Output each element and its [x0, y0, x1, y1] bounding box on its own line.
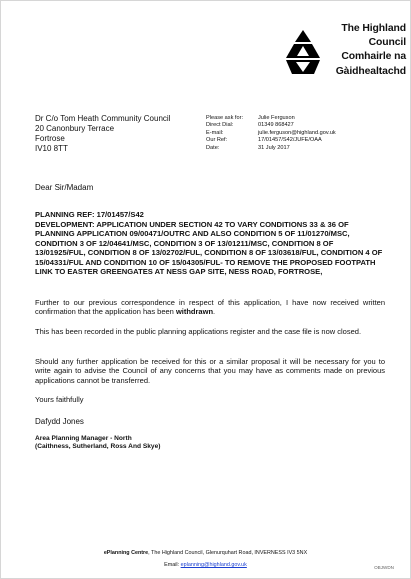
body-paragraph-1 [35, 298, 385, 317]
meta-label: E-mail: [206, 129, 224, 136]
highland-council-logo [284, 22, 406, 96]
logo-line-4: Gàidhealtachd [335, 65, 406, 77]
signatory-title [35, 435, 160, 452]
meta-value: Julie Ferguson [258, 115, 295, 121]
meta-label: Date: [206, 144, 220, 151]
footer-address: , The Highland Council, Glenurquhart Road, INVERNESS IV3 5NX [148, 550, 308, 556]
meta-value: 01349 868427 [258, 122, 294, 129]
body-paragraph-2: This has been recorded in the public planning applications register and the case file is now closed. [35, 327, 362, 336]
meta-row [206, 145, 336, 152]
footer-org: ePlanning Centre [103, 550, 149, 556]
meta-label: Direct Dial: [206, 122, 234, 129]
recipient-address [35, 114, 170, 154]
meta-value: 31 July 2017 [258, 144, 290, 151]
logo-line-2: Council [368, 37, 406, 49]
meta-row [206, 137, 336, 144]
salutation: Dear Sir/Madam [35, 183, 94, 192]
withdrawn-emphasis: withdrawn [175, 307, 214, 317]
meta-email[interactable]: julie.ferguson@highland.gov.uk [258, 129, 336, 136]
signatory-role: Area Planning Manager - North [35, 435, 132, 442]
address-line: IV10 8TT [35, 144, 68, 153]
footer-email-label: Email: [164, 562, 181, 568]
meta-row [206, 130, 336, 137]
planning-reference [35, 210, 385, 277]
footer-email-link[interactable]: eplanning@highland.gov.uk [180, 562, 247, 568]
paragraph-end: . [213, 307, 216, 317]
footer-address-line [1, 547, 410, 559]
logo-line-1: The Highland [341, 23, 406, 34]
logo-mark-icon [284, 28, 322, 76]
meta-label: Please ask for: [206, 115, 243, 121]
development-description: DEVELOPMENT: APPLICATION UNDER SECTION 42 TO VARY CONDITIONS 33 & 36 OF PLANNING APPLICATION 09/00471/OUTRC AND ALSO CONDITION 5 OF 11/01270/MSC, CONDITION 3 OF 12/04641/MSC, CONDITION 3 OF 13/01211/MSC, CONDITION 8 OF 13/01925/FUL, CONDITION 8 OF 13/02702/FUL, CONDITION 8 OF 13/03618/FUL, CONDITION 4 OF 15/04331/FUL AND CONDITION 10 OF 15/04305/FUL- TO REMOVE THE PROPOSED FOOTPATH LINK TO EASTER GREENGATES AT NESS GAP SITE, NESS ROAD, FORTROSE, [35, 219, 383, 276]
planning-ref-line: PLANNING REF: 17/01457/S42 [35, 210, 144, 219]
closing: Yours faithfully [35, 395, 84, 404]
meta-row [206, 122, 336, 129]
address-line: 20 Canonbury Terrace [35, 124, 115, 133]
letter-footer [1, 547, 410, 571]
meta-row [206, 115, 336, 122]
meta-value: 17/01457/S42/JUFE/OAA [258, 137, 322, 144]
letter-meta [206, 115, 336, 152]
footer-email-line [1, 559, 410, 571]
address-line: Fortrose [35, 134, 65, 143]
meta-label: Our Ref: [206, 137, 228, 144]
signatory-name: Dafydd Jones [35, 417, 84, 426]
address-line: Dr C/o Tom Heath Community Council [35, 114, 171, 123]
paragraph-text: Further to our previous correspondence in respect of this application, I have now received written confirmation that the application has been [35, 298, 385, 317]
logo-wordmark [320, 22, 406, 79]
logo-line-3: Comhairle na [341, 51, 406, 63]
body-paragraph-3: Should any further application be received for this or a similar proposal it will be necessary for you to write again to advise the Council of any concerns that you may have as comments made on previous applications cannot be transferred. [35, 357, 385, 385]
signatory-area: (Caithness, Sutherland, Ross And Skye) [35, 443, 161, 451]
document-code: OBJWDN [374, 565, 394, 570]
